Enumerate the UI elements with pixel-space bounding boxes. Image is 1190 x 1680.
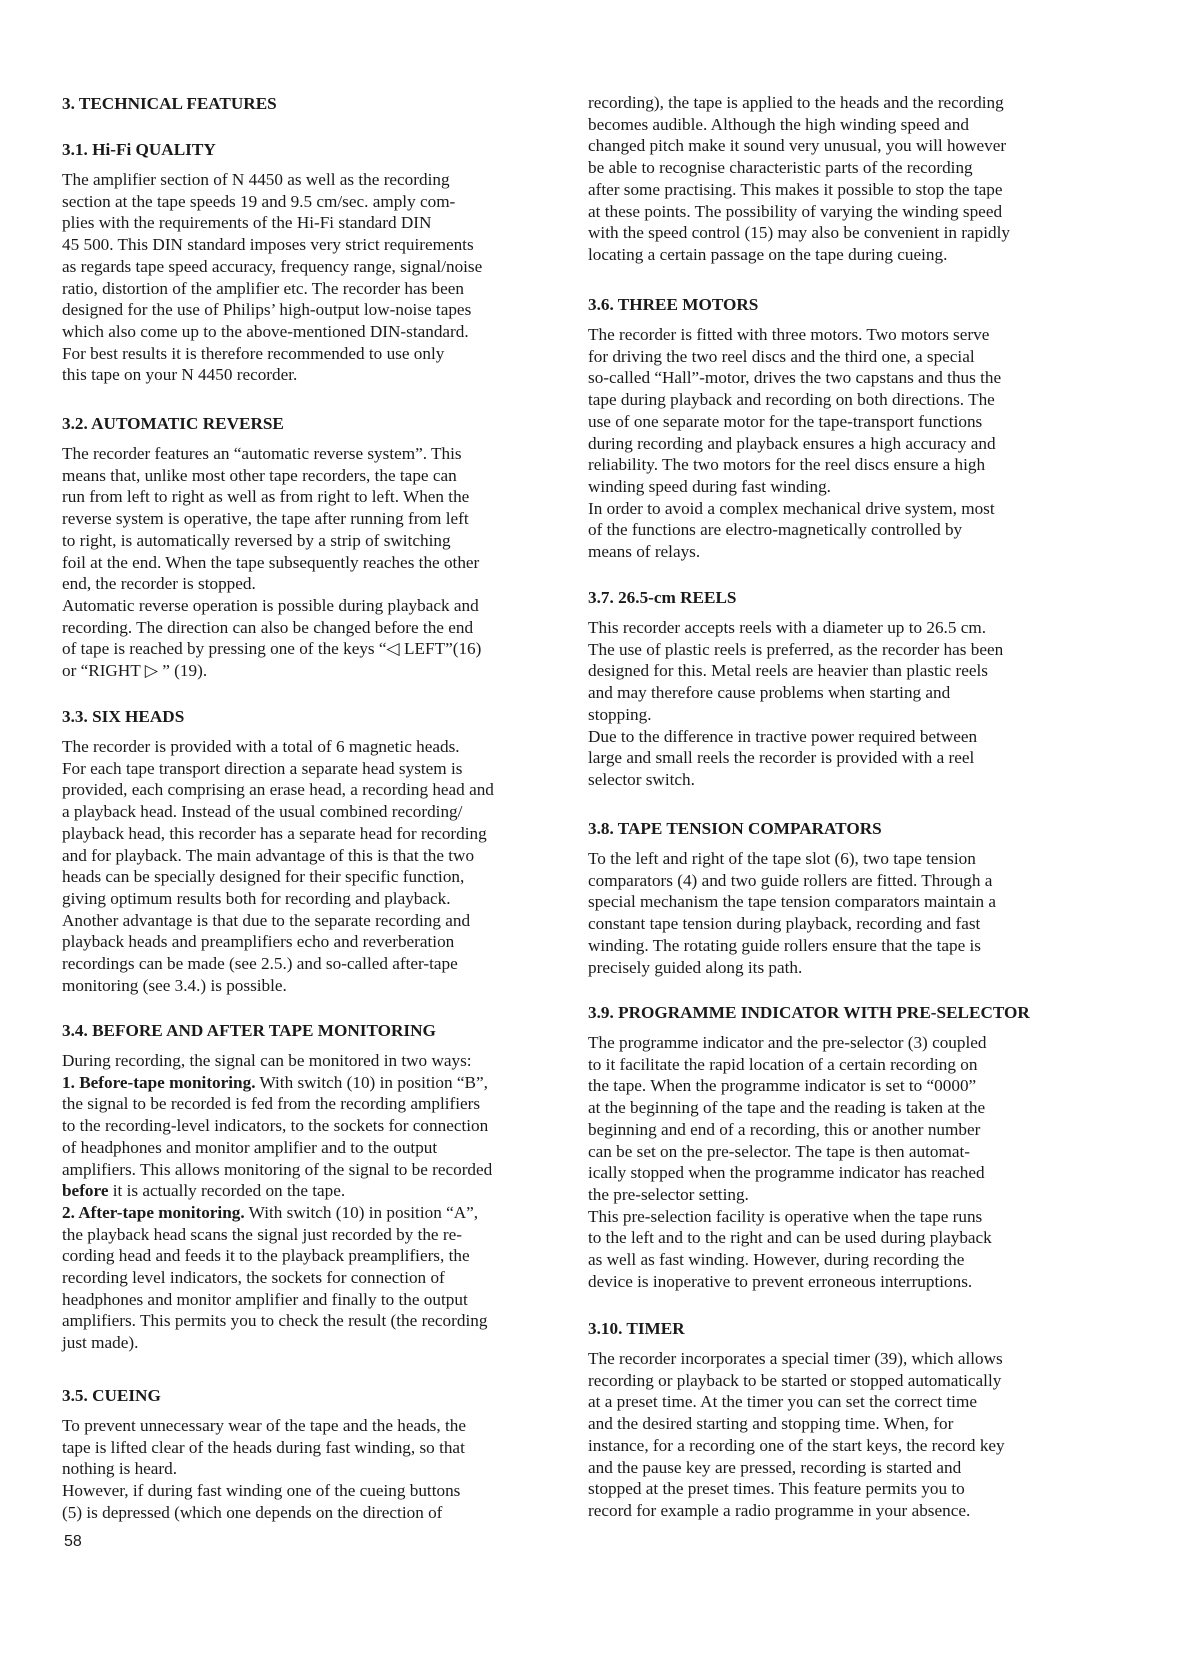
text-line: foil at the end. When the tape subsequently reaches the other <box>62 552 480 572</box>
text-line: For best results it is therefore recommended to use only <box>62 343 445 363</box>
text-line: end, the recorder is stopped. <box>62 574 256 594</box>
section-timer <box>588 1318 1005 1522</box>
text-line: of the functions are electro-magnetically controlled by <box>588 520 963 540</box>
section-three-motors <box>588 294 1001 563</box>
chapter-heading <box>62 93 277 123</box>
text-line: beginning and end of a recording, this or another number <box>588 1119 981 1139</box>
text-line: of tape is reached by pressing one of the keys “◁ LEFT”(16) <box>62 639 482 659</box>
section-heading: 3.8. TAPE TENSION COMPARATORS <box>588 819 882 838</box>
section-heading: 3.1. Hi-Fi QUALITY <box>62 140 216 159</box>
text-line: recording or playback to be started or stopped automatically <box>588 1370 1002 1390</box>
text-line: precisely guided along its path. <box>588 957 803 977</box>
text-line: to the recording-level indicators, to the sockets for connection <box>62 1116 489 1136</box>
text-line: the tape. When the programme indicator is set to “0000” <box>588 1076 977 1096</box>
text-line: To prevent unnecessary wear of the tape and the heads, the <box>62 1416 466 1435</box>
text-line: 2. After-tape monitoring. With switch (10) in position “A”, <box>62 1202 479 1222</box>
section-tape-monitoring <box>62 1020 492 1354</box>
text-line: becomes audible. Although the high winding speed and <box>588 114 969 134</box>
text-line: or “RIGHT ▷ ” (19). <box>62 661 208 681</box>
text-line: stopped at the preset times. This feature permits you to <box>588 1479 965 1499</box>
text-line: at a preset time. At the timer you can set the correct time <box>588 1392 977 1412</box>
section-reels <box>588 587 1003 791</box>
text-line: However, if during fast winding one of the cueing buttons <box>62 1481 461 1501</box>
text-line: reliability. The two motors for the reel discs ensure a high <box>588 455 986 475</box>
text-line: section at the tape speeds 19 and 9.5 cm/sec. amply com- <box>62 191 456 211</box>
text-line: the signal to be recorded is fed from the recording amplifiers <box>62 1094 481 1114</box>
text-line: 1. Before-tape monitoring. With switch (10) in position “B”, <box>62 1072 488 1092</box>
text-line: means that, unlike most other tape recorders, the tape can <box>62 465 457 485</box>
text-line: The recorder features an “automatic reverse system”. This <box>62 444 462 463</box>
text-line: The use of plastic reels is preferred, as the recorder has been <box>588 639 1004 659</box>
text-line: at the beginning of the tape and the reading is taken at the <box>588 1098 986 1118</box>
text-line: giving optimum results both for recording and playback. <box>62 888 451 908</box>
text-line: run from left to right as well as from right to left. When the <box>62 487 470 507</box>
section-heading: 3.5. CUEING <box>62 1386 161 1405</box>
text-line: stopping. <box>588 704 652 724</box>
text-line: so-called “Hall”-motor, drives the two capstans and thus the <box>588 368 1002 388</box>
section-heading: 3.6. THREE MOTORS <box>588 295 759 314</box>
text-line: to it facilitate the rapid location of a certain recording on <box>588 1054 978 1074</box>
section-heading: 3.4. BEFORE AND AFTER TAPE MONITORING <box>62 1021 436 1040</box>
text-line: 45 500. This DIN standard imposes very strict requirements <box>62 235 474 255</box>
text-line: comparators (4) and two guide rollers are fitted. Through a <box>588 870 993 890</box>
text-line: means of relays. <box>588 542 701 562</box>
page-number: 58 <box>64 1533 82 1550</box>
text-line: heads can be specially designed for their specific function, <box>62 867 465 887</box>
text-line: recording. The direction can also be changed before the end <box>62 617 474 637</box>
text-line: to right, is automatically reversed by a strip of switching <box>62 530 451 550</box>
text-line: be able to recognise characteristic parts of the recording <box>588 158 973 178</box>
text-line: ically stopped when the programme indicator has reached <box>588 1163 985 1183</box>
text-line: ratio, distortion of the amplifier etc. The recorder has been <box>62 278 465 298</box>
text-line: and the desired starting and stopping time. When, for <box>588 1414 954 1434</box>
text-line: This recorder accepts reels with a diameter up to 26.5 cm. <box>588 618 987 637</box>
text-line: large and small reels the recorder is provided with a reel <box>588 748 975 768</box>
text-line: and the pause key are pressed, recording is started and <box>588 1457 962 1477</box>
text-line: changed pitch make it sound very unusual, you will however <box>588 136 1007 156</box>
text-line: to the left and to the right and can be used during playback <box>588 1228 992 1248</box>
text-line: as regards tape speed accuracy, frequency range, signal/noise <box>62 256 483 276</box>
text-line: use of one separate motor for the tape-transport functions <box>588 411 983 431</box>
text-line: playback head, this recorder has a separate head for recording <box>62 823 487 843</box>
text-line: and may therefore cause problems when starting and <box>588 683 951 703</box>
text-line: a playback head. Instead of the usual combined recording/ <box>62 802 463 822</box>
section-six-heads <box>62 706 494 996</box>
text-line: at these points. The possibility of varying the winding speed <box>588 201 1003 221</box>
text-line: constant tape tension during playback, recording and fast <box>588 914 981 934</box>
text-line: the pre-selector setting. <box>588 1184 749 1204</box>
section-heading: 3.10. TIMER <box>588 1319 685 1338</box>
section-heading: 3.3. SIX HEADS <box>62 707 185 726</box>
text-line: special mechanism the tape tension comparators maintain a <box>588 892 997 912</box>
text-line: monitoring (see 3.4.) is possible. <box>62 975 287 995</box>
text-line: of headphones and monitor amplifier and to the output <box>62 1137 438 1157</box>
text-line: The amplifier section of N 4450 as well as the recording <box>62 170 450 189</box>
text-line: before it is actually recorded on the tape. <box>62 1181 346 1201</box>
text-line: plies with the requirements of the Hi-Fi standard DIN <box>62 213 432 233</box>
text-line: selector switch. <box>588 769 695 789</box>
text-line: for driving the two reel discs and the third one, a special <box>588 346 975 366</box>
text-line: The recorder incorporates a special timer (39), which allows <box>588 1349 1003 1368</box>
text-line: recording level indicators, the sockets for connection of <box>62 1268 445 1288</box>
text-line: Due to the difference in tractive power required between <box>588 726 978 746</box>
text-line: For each tape transport direction a separate head system is <box>62 758 463 778</box>
text-line: as well as fast winding. However, during recording the <box>588 1250 965 1270</box>
text-line: The programme indicator and the pre-selector (3) coupled <box>588 1033 987 1052</box>
section-automatic-reverse <box>62 413 481 682</box>
text-line: nothing is heard. <box>62 1459 178 1479</box>
text-line: can be set on the pre-selector. The tape is then automat- <box>588 1141 970 1161</box>
section-heading: 3.9. PROGRAMME INDICATOR WITH PRE-SELECTOR <box>588 1003 1030 1022</box>
text-line: which also come up to the above-mentioned DIN-standard. <box>62 321 469 341</box>
section-heading: 3.2. AUTOMATIC REVERSE <box>62 414 284 433</box>
text-line: Automatic reverse operation is possible during playback and <box>62 595 479 615</box>
text-line: tape is lifted clear of the heads during fast winding, so that <box>62 1437 465 1457</box>
text-line: the playback head scans the signal just recorded by the re- <box>62 1224 462 1244</box>
text-line: with the speed control (15) may also be convenient in rapidly <box>588 223 1010 243</box>
text-line: tape during playback and recording on both directions. The <box>588 390 995 410</box>
text-line: headphones and monitor amplifier and finally to the output <box>62 1289 468 1309</box>
text-line: The recorder is provided with a total of 6 magnetic heads. <box>62 737 460 756</box>
section-tape-tension-comparators <box>588 818 996 978</box>
text-line: Another advantage is that due to the separate recording and <box>62 910 471 930</box>
text-line: just made). <box>62 1333 139 1353</box>
text-line: cording head and feeds it to the playback preamplifiers, the <box>62 1246 470 1266</box>
text-line: In order to avoid a complex mechanical drive system, most <box>588 498 995 518</box>
text-line: The recorder is fitted with three motors. Two motors serve <box>588 325 990 344</box>
text-line: During recording, the signal can be monitored in two ways: <box>62 1051 472 1070</box>
text-line: locating a certain passage on the tape during cueing. <box>588 244 948 264</box>
text-line: reverse system is operative, the tape after running from left <box>62 509 469 529</box>
text-line: after some practising. This makes it possible to stop the tape <box>588 179 1003 199</box>
text-line: device is inoperative to prevent erroneous interruptions. <box>588 1271 973 1291</box>
text-line: record for example a radio programme in your absence. <box>588 1500 971 1520</box>
section-hifi-quality <box>62 139 482 386</box>
text-line: this tape on your N 4450 recorder. <box>62 365 298 385</box>
text-line: amplifiers. This permits you to check the result (the recording <box>62 1311 488 1331</box>
text-line: designed for the use of Philips’ high-output low-noise tapes <box>62 300 472 320</box>
chapter-title: 3. TECHNICAL FEATURES <box>62 94 277 113</box>
section-cueing <box>62 1385 466 1524</box>
section-programme-indicator <box>588 1002 1030 1292</box>
text-line: playback heads and preamplifiers echo and reverberation <box>62 932 455 952</box>
text-line: provided, each comprising an erase head, a recording head and <box>62 780 494 800</box>
section-heading: 3.7. 26.5-cm REELS <box>588 588 737 607</box>
text-line: winding. The rotating guide rollers ensure that the tape is <box>588 935 981 955</box>
section-cueing-continued <box>588 92 1010 266</box>
text-line: winding speed during fast winding. <box>588 476 831 496</box>
text-line: recording), the tape is applied to the heads and the recording <box>588 93 1004 112</box>
text-line: To the left and right of the tape slot (6), two tape tension <box>588 849 976 868</box>
text-line: and for playback. The main advantage of this is that the two <box>62 845 475 865</box>
text-line: amplifiers. This allows monitoring of the signal to be recorded <box>62 1159 493 1179</box>
text-line: recordings can be made (see 2.5.) and so-called after-tape <box>62 954 458 974</box>
text-line: (5) is depressed (which one depends on the direction of <box>62 1502 443 1522</box>
text-line: This pre-selection facility is operative when the tape runs <box>588 1206 983 1226</box>
text-line: instance, for a recording one of the start keys, the record key <box>588 1435 1005 1455</box>
text-line: during recording and playback ensures a high accuracy and <box>588 433 996 453</box>
text-line: designed for this. Metal reels are heavier than plastic reels <box>588 661 988 681</box>
